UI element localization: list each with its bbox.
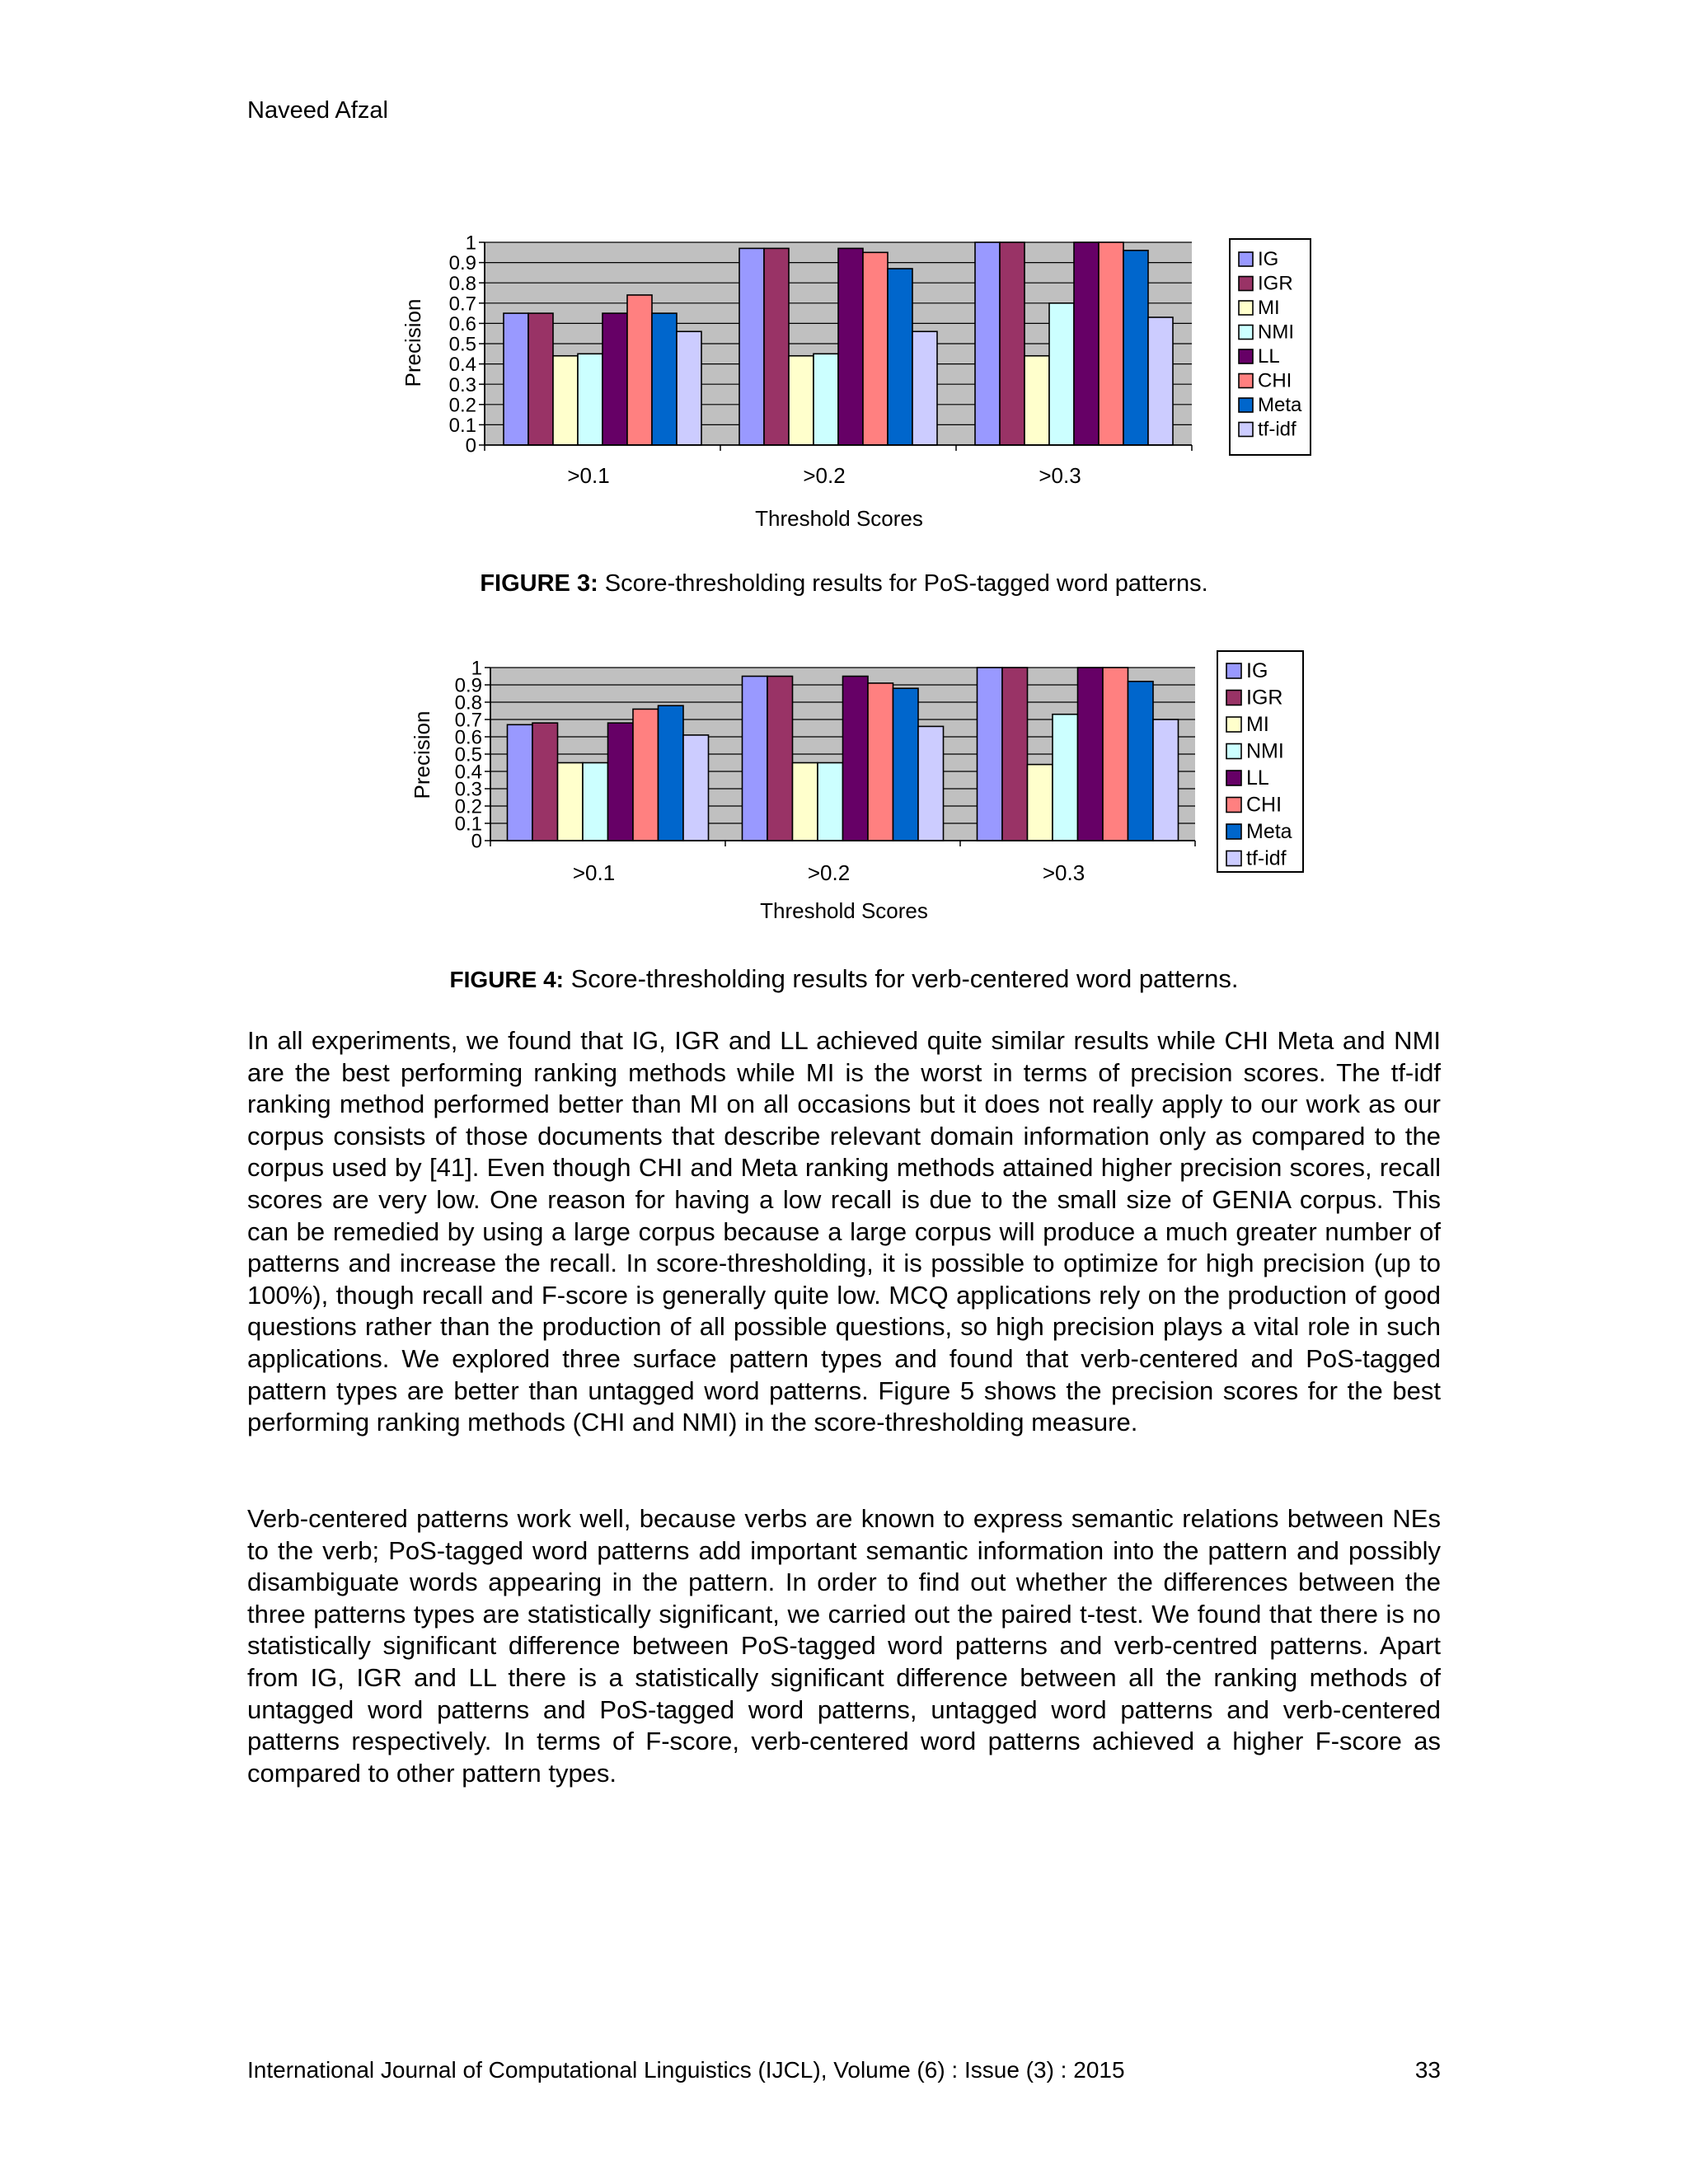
figure-3-caption-label: FIGURE 3: [480,570,598,597]
bar-ig-3 [978,668,1003,841]
legend-swatch-mi [1226,717,1241,732]
legend-label-ig: IG [1258,248,1279,270]
legend-label-meta: Meta [1246,820,1292,843]
y-tick-label: 0.5 [448,333,476,356]
bar-mi-2 [789,356,814,445]
x-category-label: >0.1 [572,860,616,885]
paragraph-text: In all experiments, we found that IG, IGR and LL achieved quite similar results while CHI Meta and NMI are the best performing ranking methods while MI is the worst in terms of precision scores. The tf-idf ranking method performed better than MI on all occasions but it does not really apply to our work as our corpus consists of those documents that describe relevant domain information only as compared to the corpus used by [41]. Even though CHI and Meta ranking methods attained higher precision scores, recall scores are very low. One reason for having a low recall is due to the small size of GENIA corpus. This can be remedied by using a large corpus because a large corpus will produce a much greater number of patterns and increase the recall. In score-thresholding, it is possible to optimize for high precision (up to 100%), though recall and F-score is generally quite low. MCQ applications rely on the production of good questions rather than the production of all possible questions, so high precision plays a vital role in such applications. We explored three surface pattern types and found that verb-centered and PoS-tagged pattern types are better than untagged word patterns. Figure 5 shows the precision scores for the best performing ranking methods (CHI and NMI) in the score-thresholding measure. [247,1026,1441,1437]
y-tick-label: 0.3 [454,778,482,801]
bar-ig-1 [504,313,528,445]
legend-swatch-nmi [1226,744,1241,759]
bar-tfidf-1 [677,331,701,445]
bar-ll-3 [1078,668,1104,841]
figure-3-caption-text: Score-thresholding results for PoS-tagged word patterns. [598,570,1208,597]
y-tick-label: 0 [471,830,482,853]
x-axis-title: Threshold Scores [760,898,928,923]
y-tick-label: 0.9 [448,252,476,275]
bar-meta-3 [1123,251,1148,445]
x-category-label: >0.3 [1039,463,1081,488]
x-axis-title: Threshold Scores [755,506,923,531]
figure-3-chart [0,231,1688,544]
bar-chi-3 [1103,668,1128,841]
bar-nmi-1 [583,763,608,841]
bar-tfidf-2 [918,726,944,841]
y-tick-label: 0.2 [448,394,476,417]
legend-label-tfidf: tf-idf [1246,846,1287,870]
legend-swatch-meta [1226,824,1241,839]
y-tick-label: 0.5 [454,743,482,766]
bar-nmi-1 [578,354,603,445]
y-axis-title: Precision [401,298,425,387]
bar-mi-2 [793,763,818,841]
legend-swatch-tfidf [1226,851,1241,866]
bar-chi-2 [868,683,893,841]
legend-swatch-ll [1226,771,1241,785]
legend-label-chi: CHI [1246,793,1282,817]
bar-igr-1 [528,313,553,445]
y-tick-label: 0.4 [448,354,476,377]
bar-ig-1 [508,724,533,841]
bar-tfidf-3 [1148,317,1173,445]
body-paragraph-2 [247,1503,1441,1789]
page-number: 33 [1414,2057,1441,2083]
figure-4-svg [0,643,1688,940]
bar-mi-1 [558,763,584,841]
figure-3-svg [0,231,1688,544]
legend-label-ll: LL [1258,345,1280,368]
y-tick-label: 0.7 [448,293,476,316]
bar-nmi-2 [818,763,843,841]
bar-meta-2 [893,688,919,841]
y-tick-label: 0.1 [454,813,482,836]
bar-tfidf-1 [683,735,709,841]
figure-4-chart [0,643,1688,940]
legend-label-ll: LL [1246,766,1269,790]
legend-label-chi: CHI [1258,369,1292,392]
bar-tfidf-2 [912,331,937,445]
bar-nmi-2 [814,354,838,445]
bar-meta-1 [652,313,677,445]
paragraph-text: Verb-centered patterns work well, because verbs are known to express semantic relations between NEs to the verb; PoS-tagged word patterns add important semantic information into the pattern and possibly disambiguate words appearing in the pattern. In order to find out whether the differences between the three patterns types are statistically significant, we carried out the paired t-test. We found that there is no statistically significant difference between PoS-tagged word patterns and verb-centred patterns. Apart from IG, IGR and LL there is a statistically significant difference between all the ranking methods of untagged word patterns and PoS-tagged word patterns, untagged word patterns and verb-centered patterns respectively. In terms of F-score, verb-centered word patterns achieved a higher F-score as compared to other pattern types. [247,1504,1441,1788]
page-header: Naveed Afzal [247,97,388,124]
legend-label-ig: IG [1246,659,1268,682]
legend-swatch-igr [1239,277,1253,291]
legend-swatch-chi [1239,374,1253,388]
bar-meta-2 [888,269,912,445]
bar-mi-3 [1025,356,1049,445]
bar-mi-1 [553,356,578,445]
legend-swatch-ll [1239,349,1253,363]
y-tick-label: 0.1 [448,415,476,438]
legend-swatch-ig [1226,663,1241,678]
bar-ll-3 [1074,242,1099,445]
y-tick-label: 0.9 [454,674,482,697]
legend-label-mi: MI [1246,713,1269,736]
x-category-label: >0.2 [803,463,846,488]
bar-igr-3 [1002,668,1028,841]
legend-label-nmi: NMI [1246,739,1284,763]
body-paragraph-1 [247,1025,1441,1439]
y-tick-label: 1 [465,232,476,255]
bar-ll-1 [603,313,627,445]
bar-chi-2 [863,252,888,445]
bar-ll-1 [608,723,634,841]
bar-igr-2 [767,677,793,841]
figure-4-caption [0,964,1688,994]
bar-nmi-3 [1053,715,1078,841]
bar-nmi-3 [1049,303,1074,445]
y-tick-label: 0.6 [448,313,476,336]
legend-label-igr: IGR [1258,272,1293,295]
bar-ll-2 [843,677,869,841]
y-tick-label: 0 [465,434,476,457]
figure-4-caption-label: FIGURE 4: [449,967,564,992]
bar-ig-2 [743,677,768,841]
bar-meta-1 [659,705,684,841]
x-category-label: >0.3 [1042,860,1085,885]
y-tick-label: 1 [471,657,482,680]
legend-label-nmi: NMI [1258,321,1294,344]
legend-swatch-chi [1226,798,1241,813]
legend-swatch-tfidf [1239,423,1253,437]
y-tick-label: 0.2 [454,795,482,818]
figure-4-caption-text: Score-thresholding results for verb-centered word patterns. [564,964,1239,993]
legend-swatch-igr [1226,691,1241,705]
y-tick-label: 0.4 [454,761,482,784]
legend-label-tfidf: tf-idf [1258,418,1296,441]
y-tick-label: 0.6 [454,726,482,749]
y-tick-label: 0.7 [454,709,482,732]
bar-ig-3 [975,242,1000,445]
y-tick-label: 0.8 [448,272,476,295]
bar-chi-1 [633,709,659,841]
bar-igr-2 [764,248,789,445]
y-tick-label: 0.8 [454,691,482,715]
y-tick-label: 0.3 [448,373,476,396]
bar-ig-2 [739,248,764,445]
x-category-label: >0.2 [807,860,851,885]
bar-tfidf-3 [1153,719,1179,841]
bar-igr-3 [1000,242,1025,445]
legend-swatch-mi [1239,301,1253,315]
legend-swatch-meta [1239,398,1253,412]
legend-swatch-nmi [1239,326,1253,340]
bar-chi-3 [1099,242,1123,445]
bar-igr-1 [532,723,558,841]
bar-mi-3 [1028,765,1053,841]
y-axis-title: Precision [410,710,434,799]
bar-ll-2 [838,248,863,445]
x-category-label: >0.1 [567,463,610,488]
bar-chi-1 [627,295,652,445]
figure-3-caption [0,570,1688,598]
page-footer: International Journal of Computational Linguistics (IJCL), Volume (6) : Issue (3) : 2015 [247,2057,1125,2083]
legend-label-meta: Meta [1258,394,1302,416]
legend-label-igr: IGR [1246,686,1283,710]
legend-swatch-ig [1239,252,1253,266]
bar-meta-3 [1128,682,1154,841]
legend-label-mi: MI [1258,297,1280,319]
